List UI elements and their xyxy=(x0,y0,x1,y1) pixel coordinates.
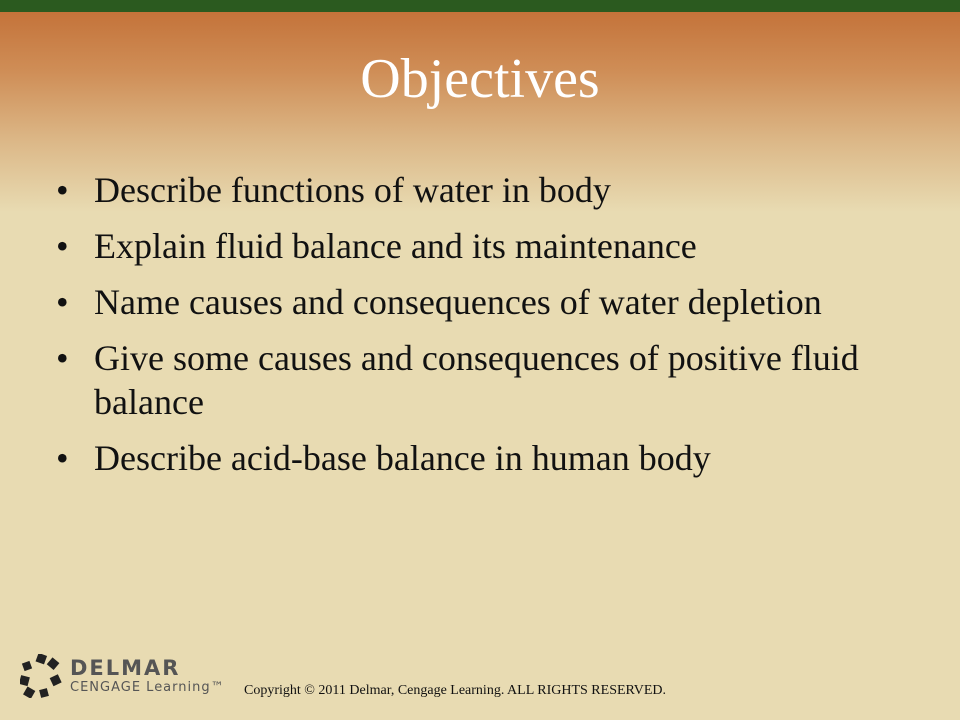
objective-item xyxy=(56,336,916,424)
bullet-marker: • xyxy=(56,226,69,266)
objective-item xyxy=(56,224,916,268)
objective-text: Give some causes and consequences of positive fluid balance xyxy=(94,338,859,422)
objective-text: Name causes and consequences of water depletion xyxy=(94,282,822,322)
logo-trademark: ™ xyxy=(210,680,225,695)
objective-text: Explain fluid balance and its maintenance xyxy=(94,226,697,266)
logo-cengage-text: CENGAGE Learning xyxy=(70,680,211,695)
logo-wordmark-delmar: DELMAR xyxy=(70,656,181,680)
objective-text: Describe acid-base balance in human body xyxy=(94,438,711,478)
objective-item xyxy=(56,436,916,480)
bullet-marker: • xyxy=(56,170,69,210)
copyright-notice: Copyright © 2011 Delmar, Cengage Learning. ALL RIGHTS RESERVED. xyxy=(244,683,667,698)
objective-text: Describe functions of water in body xyxy=(94,170,611,210)
slide-title: Objectives xyxy=(360,48,600,110)
delmar-logo-icon xyxy=(20,654,62,698)
bullet-marker: • xyxy=(56,338,69,378)
logo-wordmark-cengage xyxy=(70,680,225,695)
objective-item xyxy=(56,168,916,212)
bullet-marker: • xyxy=(56,282,69,322)
top-accent-bar xyxy=(0,0,960,12)
objective-item xyxy=(56,280,916,324)
bullet-marker: • xyxy=(56,438,69,478)
objectives-list xyxy=(56,168,916,492)
delmar-cengage-logo xyxy=(20,652,240,702)
